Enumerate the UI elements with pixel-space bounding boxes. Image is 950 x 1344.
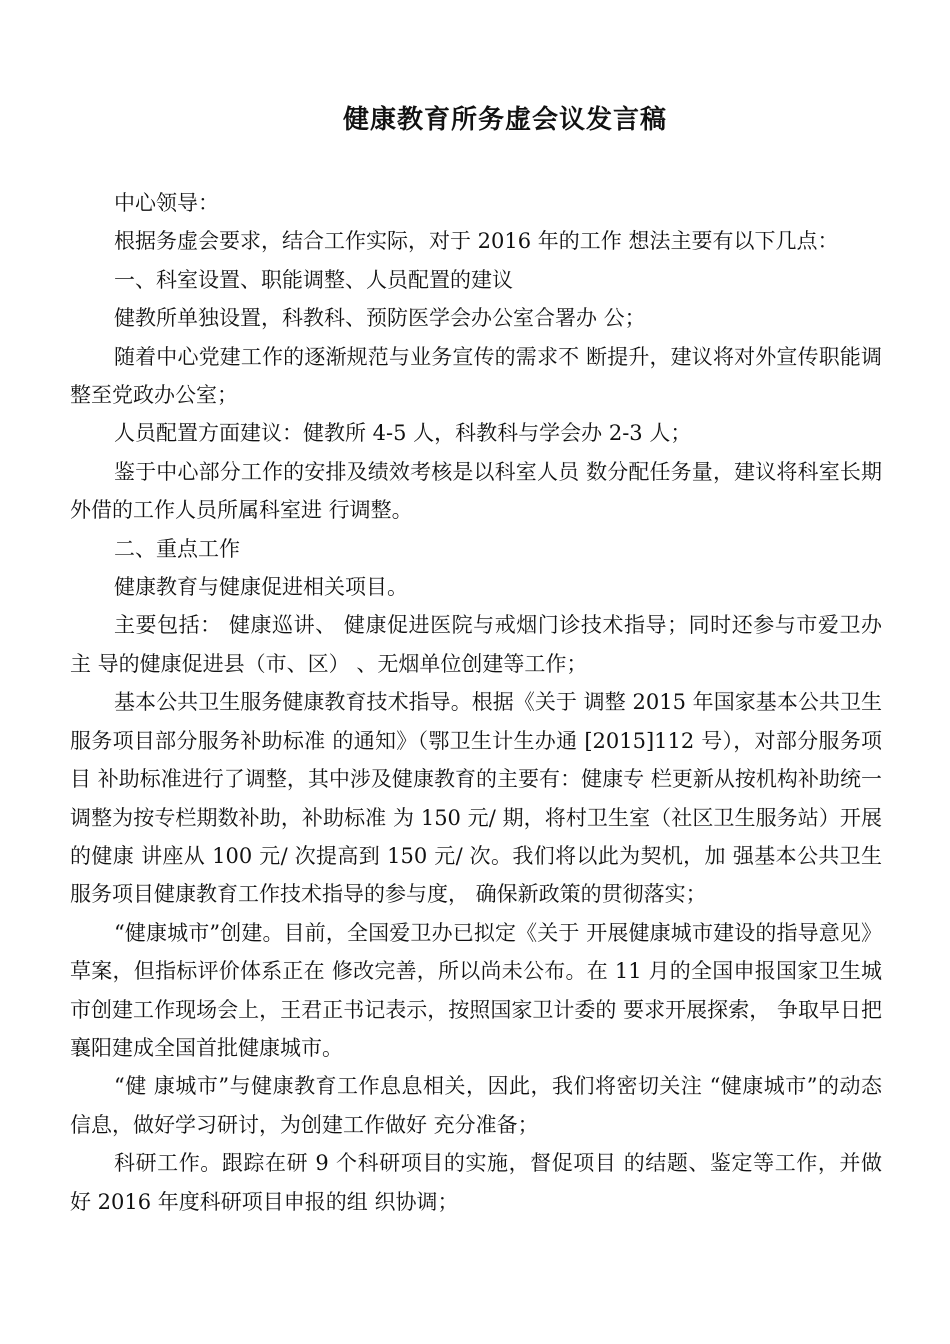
section-heading-2: 二、重点工作 [114,536,240,561]
section-heading-1: 一、科室设置、职能调整、人员配置的建议 [114,267,513,292]
paragraph: “健 康城市”与健康教育工作息息相关，因此，我们将密切关注 “健康城市”的动态信息，做好学习研讨，为创建工作做好 充分准备； [70,1074,882,1137]
document-title: 健康教育所务虚会议发言稿 [342,105,667,135]
paragraph: 科研工作。跟踪在研 9 个科研项目的实施，督促项目 的结题、鉴定等工作，并做好 2016 年度科研项目申报的组 织协调； [70,1151,882,1214]
paragraph: 健教所单独设置，科教科、预防医学会办公室合署办 公； [114,306,646,331]
salutation: 中心领导： [114,191,219,215]
paragraph: 人员配置方面建议：健教所 4-5 人，科教科与学会办 2-3 人； [114,421,692,446]
paragraph: “健康城市”创建。目前，全国爱卫办已拟定《关于 开展健康城市建设的指导意见》草案，但指标评价体系正在 修改完善，所以尚未公布。在 11 月的全国申报国家卫生城 市创建工作现场会上，王君正书记表示，按照国家卫计委的 要求开展探索， 争取早日把襄阳建成全国首批健康城市。 [70,920,882,1060]
paragraph: 随着中心党建工作的逐渐规范与业务宣传的需求不 断提升，建议将对外宣传职能调整至党政办公室； [70,344,882,408]
document-body [70,184,882,1221]
paragraph: 健康教育与健康促进相关项目。 [114,575,408,600]
intro-paragraph: 根据务虚会要求，结合工作实际，对于 2016 年的工作 想法主要有以下几点： [114,229,839,254]
paragraph: 鉴于中心部分工作的安排及绩效考核是以科室人员 数分配任务量，建议将科室长期外借的工作人员所属科室进 行调整。 [70,459,882,523]
paragraph: 基本公共卫生服务健康教育技术指导。根据《关于 调整 2015 年国家基本公共卫生服务项目部分服务补助标准 的通知》（鄂卫生计生办通 [2015]112 号），对部分服务项目 补助标准进行了调整，其中涉及健康教育的主要有：健康专 栏更新从按机构补助统一调整为按专栏期数补助，补助标准 为 150 元/ 期，将村卫生室（社区卫生服务站）开展的健康 讲座从 100 元/ 次提高到 150 元/ 次。我们将以此为契机，加 强基本公共卫生服务项目健康教育工作技术指导的参与度， 确保新政策的贯彻落实； [70,690,882,907]
paragraph: 主要包括： 健康巡讲、 健康促进医院与戒烟门诊技术指导；同时还参与市爱卫办主 导的健康促进县（市、区） 、无烟单位创建等工作； [70,613,882,676]
